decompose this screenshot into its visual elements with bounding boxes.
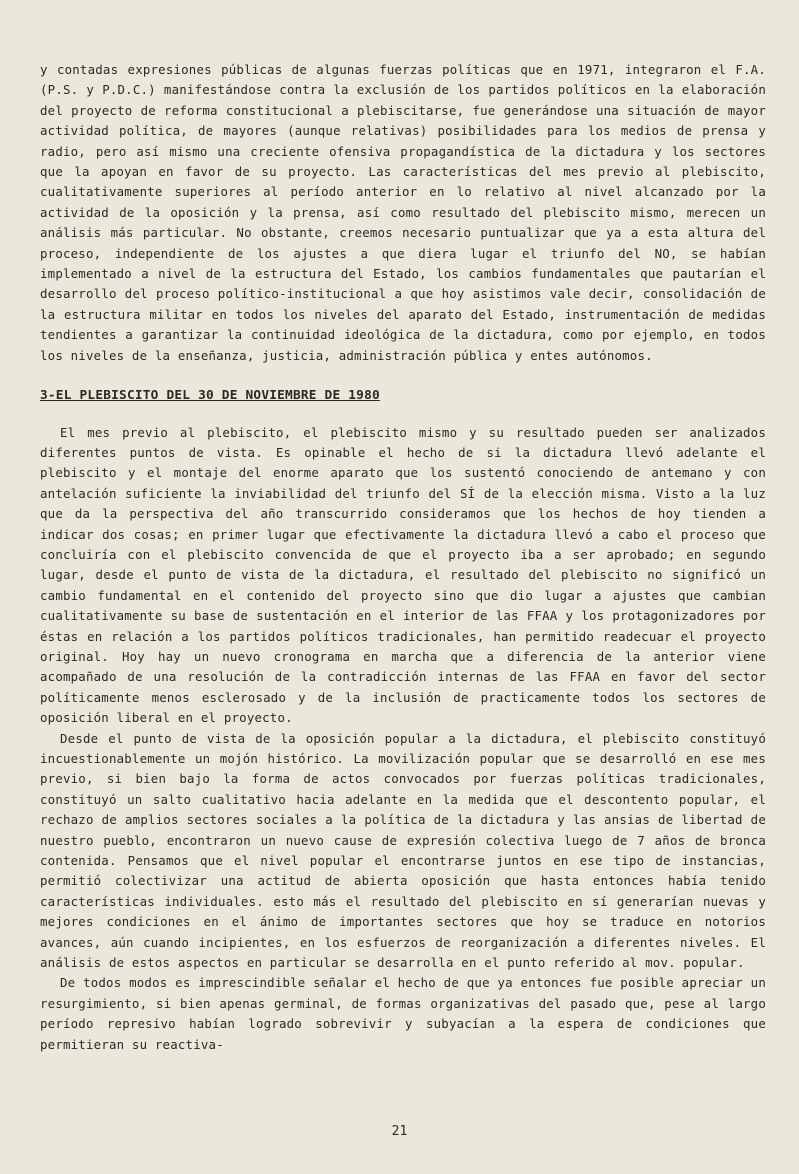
paragraph-2: El mes previo al plebiscito, el plebiscito mismo y su resultado pueden ser analizados diferentes puntos de vista. Es opinable el hecho de si la dictadura llevó adelante el plebiscito y el montaje del enorme aparato que los sustentó conociendo de antemano y con antelación suficiente la inviabilidad del triunfo del SÍ de la elección misma. Visto a la luz que da la perspectiva del año transcurrido consideramos que los hechos de hoy tienden a indicar dos cosas; en primer lugar que efectivamente la dictadura llevó a cabo el proceso que concluiría con el plebiscito convencida de que el proyecto iba a ser aprobado; en segundo lugar, desde el punto de vista de la dictadura, el resultado del plebiscito no significó un cambio fundamental en el contenido del proyecto sino que dio lugar a ajustes que cambian cualitativamente su base de sustentación en el interior de las FFAA y los protagonizadores por éstas en relación a los partidos políticos tradicionales, han permitido readecuar el proyecto original. Hoy hay un nuevo cronograma en marcha que a diferencia de la anterior viene acompañado de una resolución de la contradicción internas de las FFAA en favor del sector políticamente menos esclerosado y de la inclusión de practicamente todos los sectores de oposición liberal en el proyecto. [40,424,766,726]
section-heading: 3-EL PLEBISCITO DEL 30 DE NOVIEMBRE DE 1980 [40,388,380,404]
paragraph-3: Desde el punto de vista de la oposición popular a la dictadura, el plebiscito constituyó incuestionablemente un mojón histórico. La movilización popular que se desarrolló en ese mes previo, si bien bajo la forma de actos convocados por fuerzas políticas tradicionales, constituyó un salto cualitativo hacia adelante en la medida que el descontento popular, el rechazo de amplios sectores sociales a la política de la dictadura y las ansias de libertad de nuestro pueblo, encontraron un nuevo cause de expresión colectiva luego de 7 años de bronca contenida. Pensamos que el nivel popular el encontrarse juntos en ese tipo de instancias, permitió colectivizar una actitud de abierta oposición que hasta entonces había tenido características individuales. esto más el resultado del plebiscito en sí generarían nuevas y mejores condiciones en el ánimo de importantes sectores que hoy se traduce en notorios avances, aún cuando incipientes, en los esfuerzos de reorganización a diferentes niveles. El análisis de estos aspectos en particular se desarrolla en el punto referido al mov. popular. [40,730,766,971]
body-text [40,60,766,1055]
paragraph-1: y contadas expresiones públicas de algunas fuerzas políticas que en 1971, integraron el F.A. (P.S. y P.D.C.) manifestándose contra la exclusión de los partidos políticos en la elaboración del proyecto de reforma constitucional a plebiscitarse, fue generándose una situación de mayor actividad política, de mayores (aunque relativas) posibilidades para los medios de prensa y radio, pero así mismo una creciente ofensiva propagandística de la dictadura y los sectores que la apoyan en favor de su proyecto. Las características del mes previo al plebiscito, cualitativamente superiores al período anterior en lo relativo al nivel alcanzado por la actividad de la oposición y la prensa, así como resultado del plebiscito mismo, merecen un análisis más particular. No obstante, creemos necesario puntualizar que ya a esta altura del proceso, independiente de los ajustes a que diera lugar el triunfo del NO, se habían implementado a nivel de la estructura del Estado, los cambios fundamentales que pautarían el desarrollo del proceso político-institucional a que hoy asistimos vale decir, consolidación de la estructura militar en todos los niveles del aparato del Estado, instrumentación de medidas tendientes a garantizar la continuidad ideológica de la dictadura, como por ejemplo, en todos los niveles de la enseñanza, justicia, administración pública y entes autónomos. [40,62,766,363]
paragraph-4: De todos modos es imprescindible señalar el hecho de que ya entonces fue posible apreciar un resurgimiento, si bien apenas germinal, de formas organizativas del pasado que, pese al largo período represivo habían logrado sobrevivir y subyacían a la espera de condiciones que permitieran su reactiva- [40,975,766,1052]
page-number: 21 [391,1124,408,1139]
